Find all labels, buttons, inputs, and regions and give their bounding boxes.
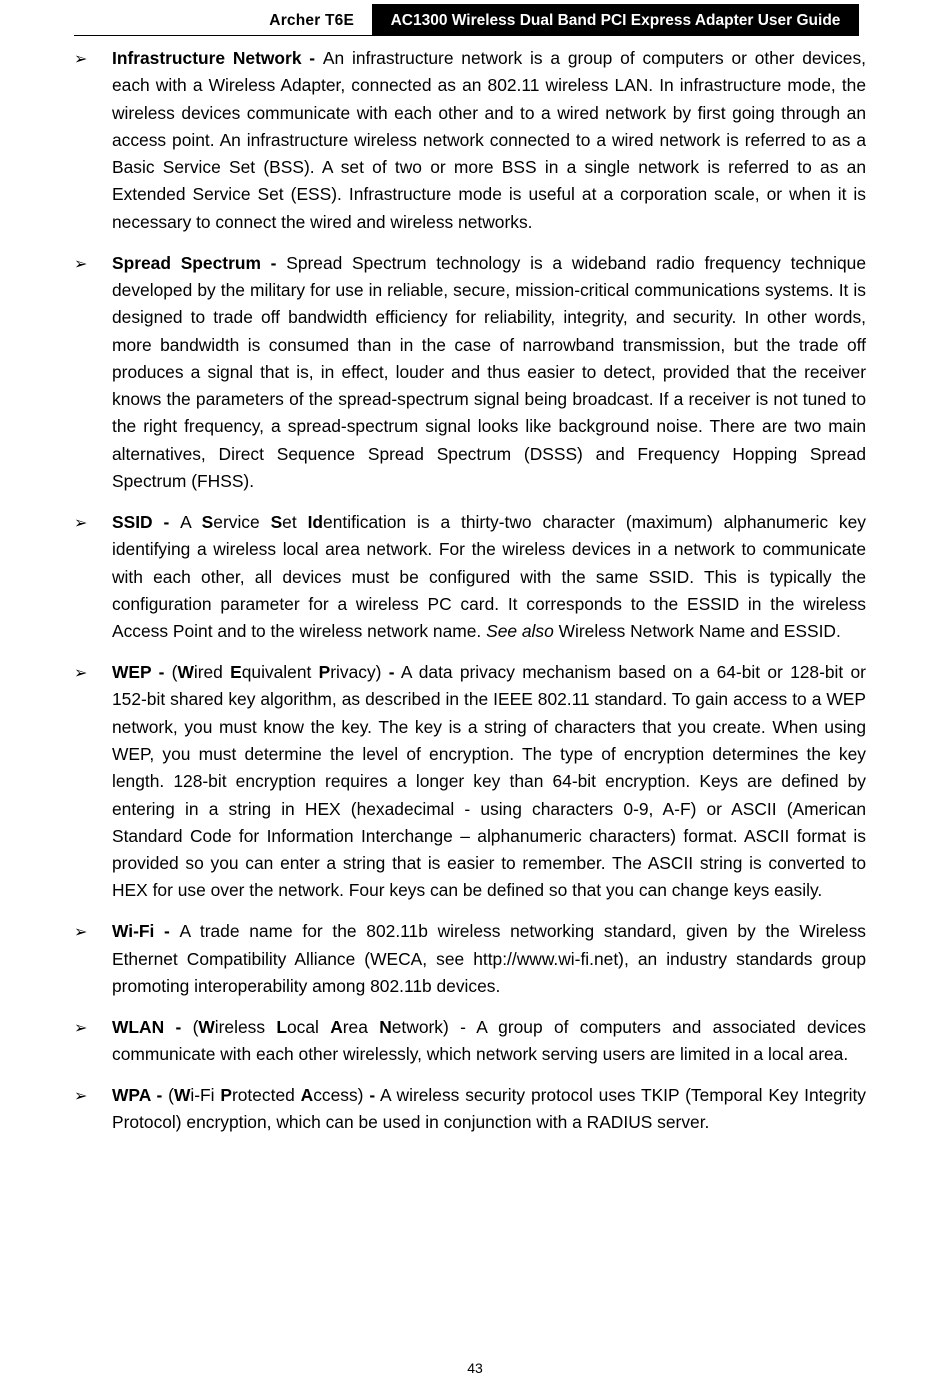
glossary-entry-wlan [74, 1014, 866, 1069]
definition: Spread Spectrum technology is a wideband radio frequency technique developed by the military for use in reliable, secure, mission-critical communications systems. It is designed to trade off bandwidth efficiency for reliability, integrity, and security. In other words, more bandwidth is consumed than in the case of narrowband transmission, but the trade off produces a signal that is, in effect, louder and thus easier to detect, provided that the receiver knows the parameters of the spread-spectrum signal being broadcast. If a receiver is not tuned to the right frequency, a spread-spectrum signal looks like background noise. There are two main alternatives, Direct Sequence Spread Spectrum (DSSS) and Frequency Hopping Spread Spectrum (FHSS). [112, 252, 866, 492]
glossary-entry-ssid [74, 509, 866, 645]
expansion-initial: W [177, 662, 194, 683]
expansion-text: ( [192, 1016, 199, 1037]
expansion-text: ireless [214, 1016, 277, 1037]
arrow-bullet-icon: ➢ [74, 1085, 88, 1105]
glossary-entry-wpa [74, 1082, 866, 1137]
expansion-initial: P [220, 1084, 232, 1105]
term: SSID [112, 511, 153, 532]
expansion-initial: L [276, 1016, 287, 1037]
term-expansion [180, 512, 406, 532]
definition: A wireless security protocol uses TKIP (Temporal Key Integrity Protocol) encryption, which can be used in conjunction with a RADIUS server. [112, 1084, 866, 1133]
expansion-initial: N [379, 1016, 392, 1037]
term-separator: - [154, 921, 180, 942]
page-number: 43 [467, 1360, 483, 1376]
definition: is a thirty-two character (maximum) alphanumeric key identifying a wireless local area network. For the wireless devices in a network to communicate with each other, all devices must be configured with the same SSID. This is typically the configuration parameter for a wireless PC card. It corresponds to the ESSID in the wireless Access Point and to the wireless network name. [112, 511, 866, 642]
expansion-text: quivalent [241, 662, 319, 683]
arrow-bullet-icon: ➢ [74, 922, 88, 942]
expansion-text: rea [342, 1016, 380, 1037]
expansion-text: ocal [286, 1016, 331, 1037]
expansion-initial: A [300, 1084, 314, 1105]
page-header [74, 4, 859, 36]
term-separator: - [152, 511, 181, 532]
term-separator: - [150, 1084, 169, 1105]
expansion-text: A [180, 511, 202, 532]
term: WPA [112, 1084, 151, 1105]
term: WEP [112, 662, 152, 683]
term-separator: - [151, 662, 172, 683]
term: WLAN [112, 1016, 165, 1037]
expansion-text: ( [168, 1084, 174, 1105]
expansion-text: ( [171, 662, 178, 683]
glossary-entry-infrastructure-network [74, 45, 866, 236]
expansion-text: ervice [213, 511, 271, 532]
definition: An infrastructure network is a group of computers or other devices, each with a Wireless Adapter, connected as an 802.11 wireless LAN. In infrastructure mode, the wireless devices communicate with each other and to a wired network by first going through an access point. An infrastructure wireless network connected to a wired network is referred to as a Basic Service Set (BSS). A set of two or more BSS in a single network is referred to as an Extended Service Set (ESS). Infrastructure mode is useful at a corporation scale, or when it is necessary to connect the wired and wireless networks. [112, 48, 866, 232]
definition: A data privacy mechanism based on a 64-bit or 128-bit or 152-bit shared key algorithm, as described in the IEEE 802.11 standard. To gain access to a WEP network, you must know the key. The key is a string of characters that you create. When using WEP, you must determine the level of encryption. The type of encryption determines the key length. 128-bit encryption requires a longer key than 64-bit encryption. Keys are defined by entering in a string in HEX (hexadecimal - using characters 0-9, A-F) or ASCII (American Standard Code for Information Interchange – alphanumeric characters) format. ASCII format is provided so you can enter a string that is easier to remember. The ASCII string is converted to HEX for use over the network. Four keys can be defined so that you can change keys easily. [112, 662, 866, 901]
expansion-initial: W [173, 1084, 191, 1105]
expansion-initial: W [198, 1016, 215, 1037]
see-also-text: Wireless Network Name and ESSID. [553, 621, 841, 642]
expansion-initial: A [330, 1016, 343, 1037]
arrow-bullet-icon: ➢ [74, 1017, 88, 1037]
glossary-entry-wep [74, 659, 866, 905]
expansion-text: rotected [231, 1084, 301, 1105]
definition: A trade name for the 802.11b wireless networking standard, given by the Wireless Ethernet Compatibility Alliance (WECA, see http://www.wi-fi.net), an industry standards group promoting interoperability among 802.11b devices. [112, 921, 866, 996]
arrow-bullet-icon: ➢ [74, 512, 88, 532]
product-model: Archer T6E [269, 12, 354, 29]
expansion-initial: P [318, 662, 331, 683]
arrow-bullet-icon: ➢ [74, 663, 88, 683]
expansion-text: ccess) [313, 1084, 370, 1105]
expansion-initial: S [201, 511, 214, 532]
term-expansion [172, 662, 395, 682]
expansion-initial: S [270, 511, 283, 532]
expansion-initial: E [230, 662, 242, 683]
guide-title: AC1300 Wireless Dual Band PCI Express Adapter User Guide [372, 4, 859, 35]
expansion-text: entification [323, 511, 407, 532]
expansion-text: etwork) [391, 1016, 449, 1037]
expansion-text: et [282, 511, 308, 532]
expansion-initial: Id [307, 511, 324, 532]
arrow-bullet-icon: ➢ [74, 49, 88, 68]
term: Wi-Fi [112, 921, 155, 942]
definition: - A group of computers and associated devices communicate with each other wirelessly, which network serving users are limited in a local area. [112, 1016, 866, 1065]
expansion-text: i-Fi [190, 1084, 221, 1105]
glossary-entry-wi-fi [74, 918, 866, 1000]
term: Spread Spectrum [112, 252, 261, 273]
expansion-initial: - [369, 1084, 376, 1105]
term-separator: - [260, 252, 287, 273]
see-also-label: See also [486, 621, 554, 642]
expansion-initial: - [388, 662, 395, 683]
expansion-text: ired [193, 662, 231, 683]
glossary-entry-spread-spectrum [74, 250, 866, 496]
expansion-text: rivacy) [330, 662, 389, 683]
glossary-list [74, 45, 866, 1150]
term-expansion [168, 1085, 375, 1105]
term-expansion [193, 1017, 449, 1037]
term: Infrastructure Network [112, 48, 302, 68]
arrow-bullet-icon: ➢ [74, 253, 88, 273]
term-separator: - [301, 48, 323, 68]
term-separator: - [164, 1016, 193, 1037]
